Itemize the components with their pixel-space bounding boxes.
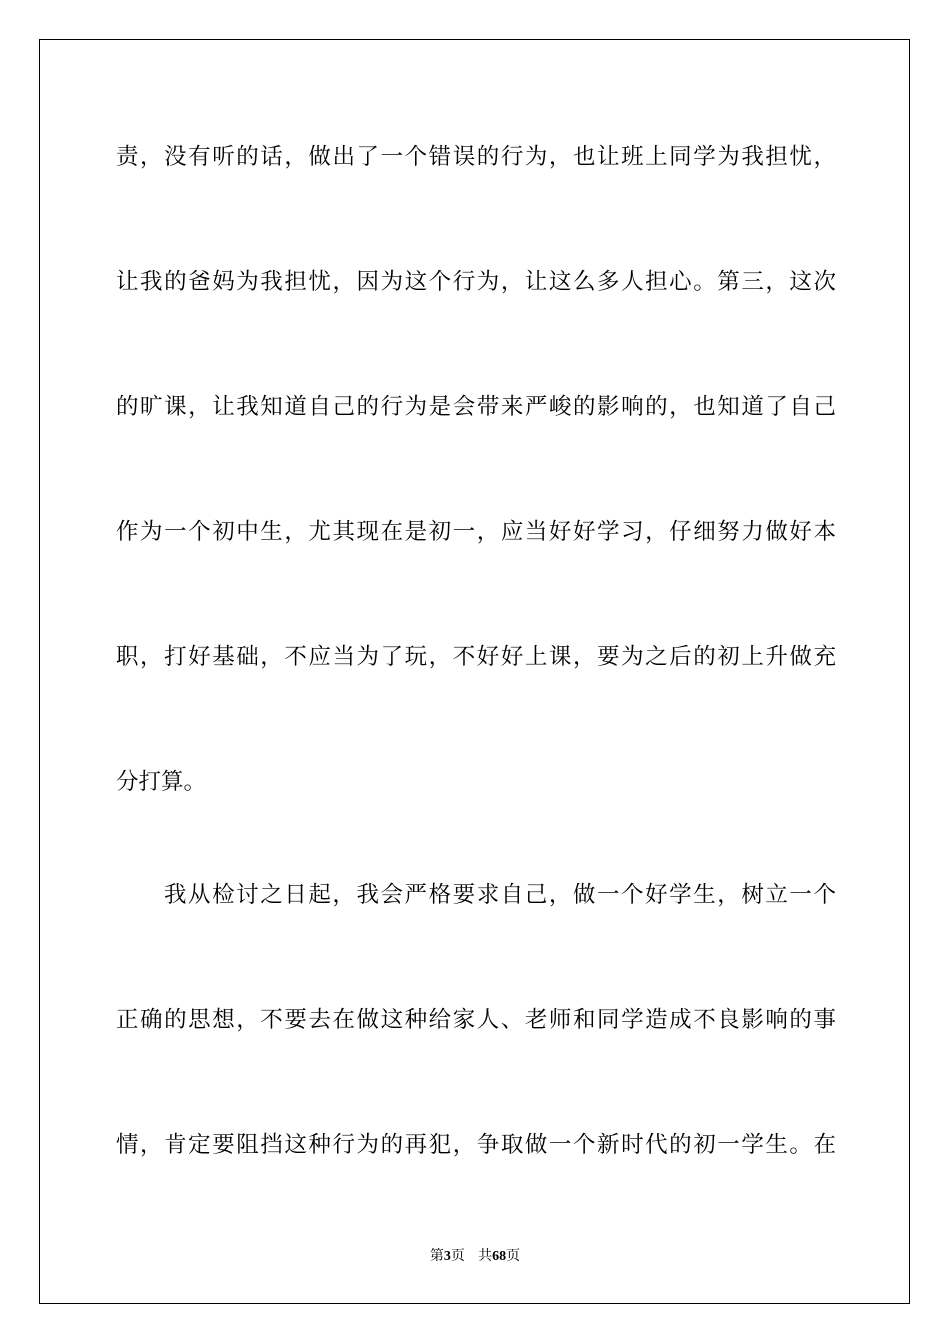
text-line-4: 作为一个初中生，尤其现在是初一，应当好好学习，仔细努力做好本 xyxy=(116,519,836,545)
text-line-9: 情，肯定要阻挡这种行为的再犯，争取做一个新时代的初一学生。在 xyxy=(116,1132,836,1158)
text-line-5: 职，打好基础，不应当为了玩，不好好上课，要为之后的初上升做充 xyxy=(116,644,836,670)
text-line-2: 让我的爸妈为我担忧，因为这个行为，让这么多人担心。第三，这次 xyxy=(116,269,836,295)
text-line-3: 的旷课，让我知道自己的行为是会带来严峻的影响的，也知道了自己 xyxy=(116,394,836,420)
text-line-8: 正确的思想，不要去在做这种给家人、老师和同学造成不良影响的事 xyxy=(116,1007,836,1033)
text-line-7: 我从检讨之日起，我会严格要求自己，做一个好学生，树立一个 xyxy=(164,882,836,908)
footer-total-prefix: 共 xyxy=(478,1248,493,1264)
footer-page-number: 3 xyxy=(443,1249,451,1264)
text-line-6: 分打算。 xyxy=(116,769,207,795)
footer-page-prefix: 第 xyxy=(429,1248,444,1264)
page-footer xyxy=(0,1245,950,1265)
footer-total-pages: 68 xyxy=(492,1249,507,1264)
text-line-1: 责，没有听的话，做出了一个错误的行为，也让班上同学为我担忧， xyxy=(116,144,836,170)
footer-total-suffix: 页 xyxy=(506,1248,521,1264)
footer-page-suffix: 页 xyxy=(450,1248,465,1264)
